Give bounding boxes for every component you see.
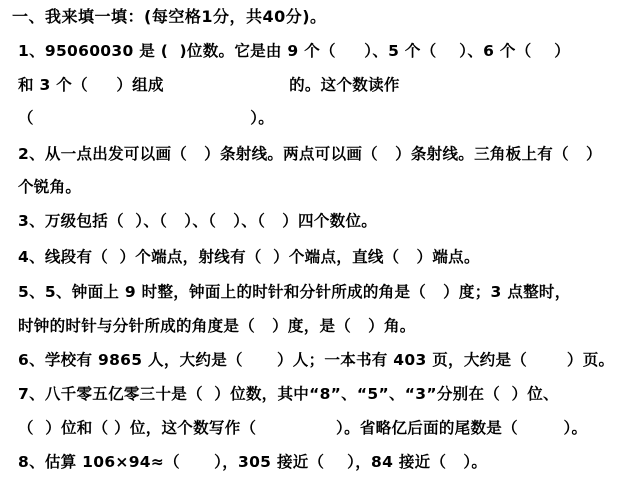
question-6: 6、学校有 9865 人，大约是（ ）人；一本书有 403 页，大约是（ ）页。 <box>18 351 615 369</box>
question-1-line-2: 和 3 个（ ）组成 的。这个数读作 <box>18 76 400 94</box>
question-4: 4、线段有（ ）个端点，射线有（ ）个端点，直线（ ）端点。 <box>18 248 480 266</box>
question-1-line-1: 1、95060030 是 ( )位数。它是由 9 个（ ）、5 个（ ）、6 个（ ） <box>18 42 571 60</box>
section-title: 一、我来填一填：(每空格1分，共40分)。 <box>12 7 327 26</box>
question-1-line-3: （ ）。 <box>18 109 275 127</box>
question-7-line-2: （ ）位和（ ）位，这个数写作（ ）。省略亿后面的尾数是（ ）。 <box>18 419 588 437</box>
question-7-line-1: 7、八千零五亿零三十是（ ）位数，其中“8”、“5”、“3”分别在（ ）位、 <box>18 385 559 403</box>
question-5-line-2: 时钟的时针与分针所成的角度是（ ）度，是（ ）角。 <box>18 317 416 335</box>
question-8: 8、估算 106×94≈（ ），305 接近（ ），84 接近（ ）。 <box>18 453 488 471</box>
question-5-line-1: 5、5、钟面上 9 时整，钟面上的时针和分针所成的角是（ ）度；3 点整时， <box>18 283 571 301</box>
question-2-line-1: 2、从一点出发可以画（ ）条射线。两点可以画（ ）条射线。三角板上有（ ） <box>18 145 602 163</box>
question-2-line-2: 个锐角。 <box>18 178 82 196</box>
question-3: 3、万级包括（ ）、（ ）、（ ）、（ ）四个数位。 <box>18 212 378 230</box>
